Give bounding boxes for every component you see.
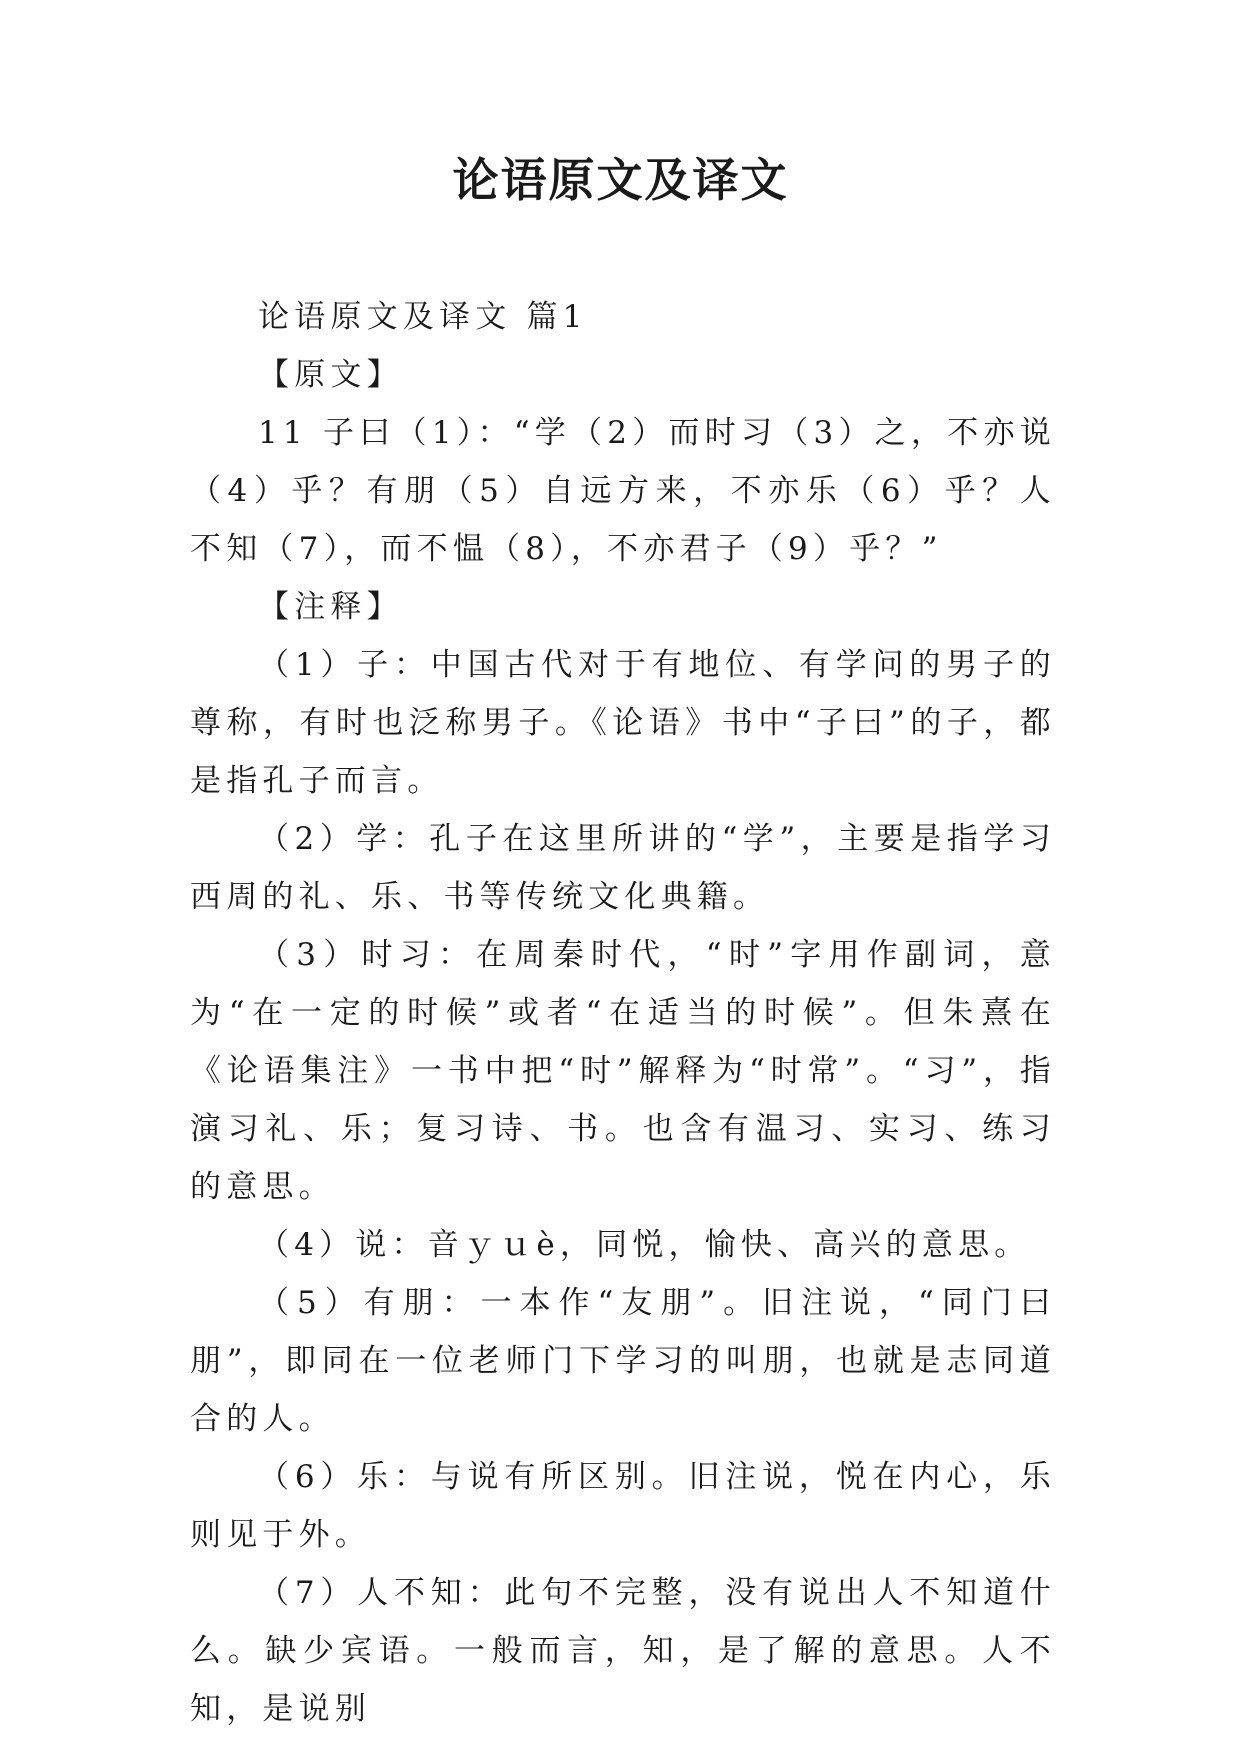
original-text-paragraph: 11 子曰（1）：“学（2）而时习（3）之，不亦说（4）乎？有朋（5）自远方来，不亦乐（6）乎？人不知（7），而不愠（8），不亦君子（9）乎？” — [190, 415, 1056, 567]
section-heading: 论语原文及译文 篇1 — [258, 299, 588, 335]
document-title: 论语原文及译文 — [452, 153, 789, 207]
note-paragraph-3: （3）时习：在周秦时代，“时”字用作副词，意为“在一定的时候”或者“在适当的时候”。但朱熹在《论语集注》一书中把“时”解释为“时常”。“习”，指演习礼、乐；复习诗、书。也含有温习、实习、练习的意思。 — [190, 937, 1056, 1205]
note-paragraph-6: （6）乐：与说有所区别。旧注说，悦在内心，乐则见于外。 — [190, 1459, 1056, 1553]
document-body — [190, 288, 1056, 1738]
notes-label: 【注释】 — [258, 589, 403, 625]
note-paragraph-1: （1）子：中国古代对于有地位、有学问的男子的尊称，有时也泛称男子。《论语》书中“子曰”的子，都是指孔子而言。 — [190, 647, 1056, 799]
note-paragraph-7: （7）人不知：此句不完整，没有说出人不知道什么。缺少宾语。一般而言，知，是了解的意思。人不知，是说别 — [190, 1575, 1056, 1727]
note-paragraph-5: （5）有朋：一本作“友朋”。旧注说，“同门曰朋”，即同在一位老师门下学习的叫朋，也就是志同道合的人。 — [190, 1285, 1056, 1437]
original-text-label: 【原文】 — [258, 357, 403, 393]
note-paragraph-4: （4）说：音ｙｕè，同悦，愉快、高兴的意思。 — [258, 1227, 1031, 1263]
note-paragraph-2: （2）学：孔子在这里所讲的“学”，主要是指学习西周的礼、乐、书等传统文化典籍。 — [190, 821, 1056, 915]
